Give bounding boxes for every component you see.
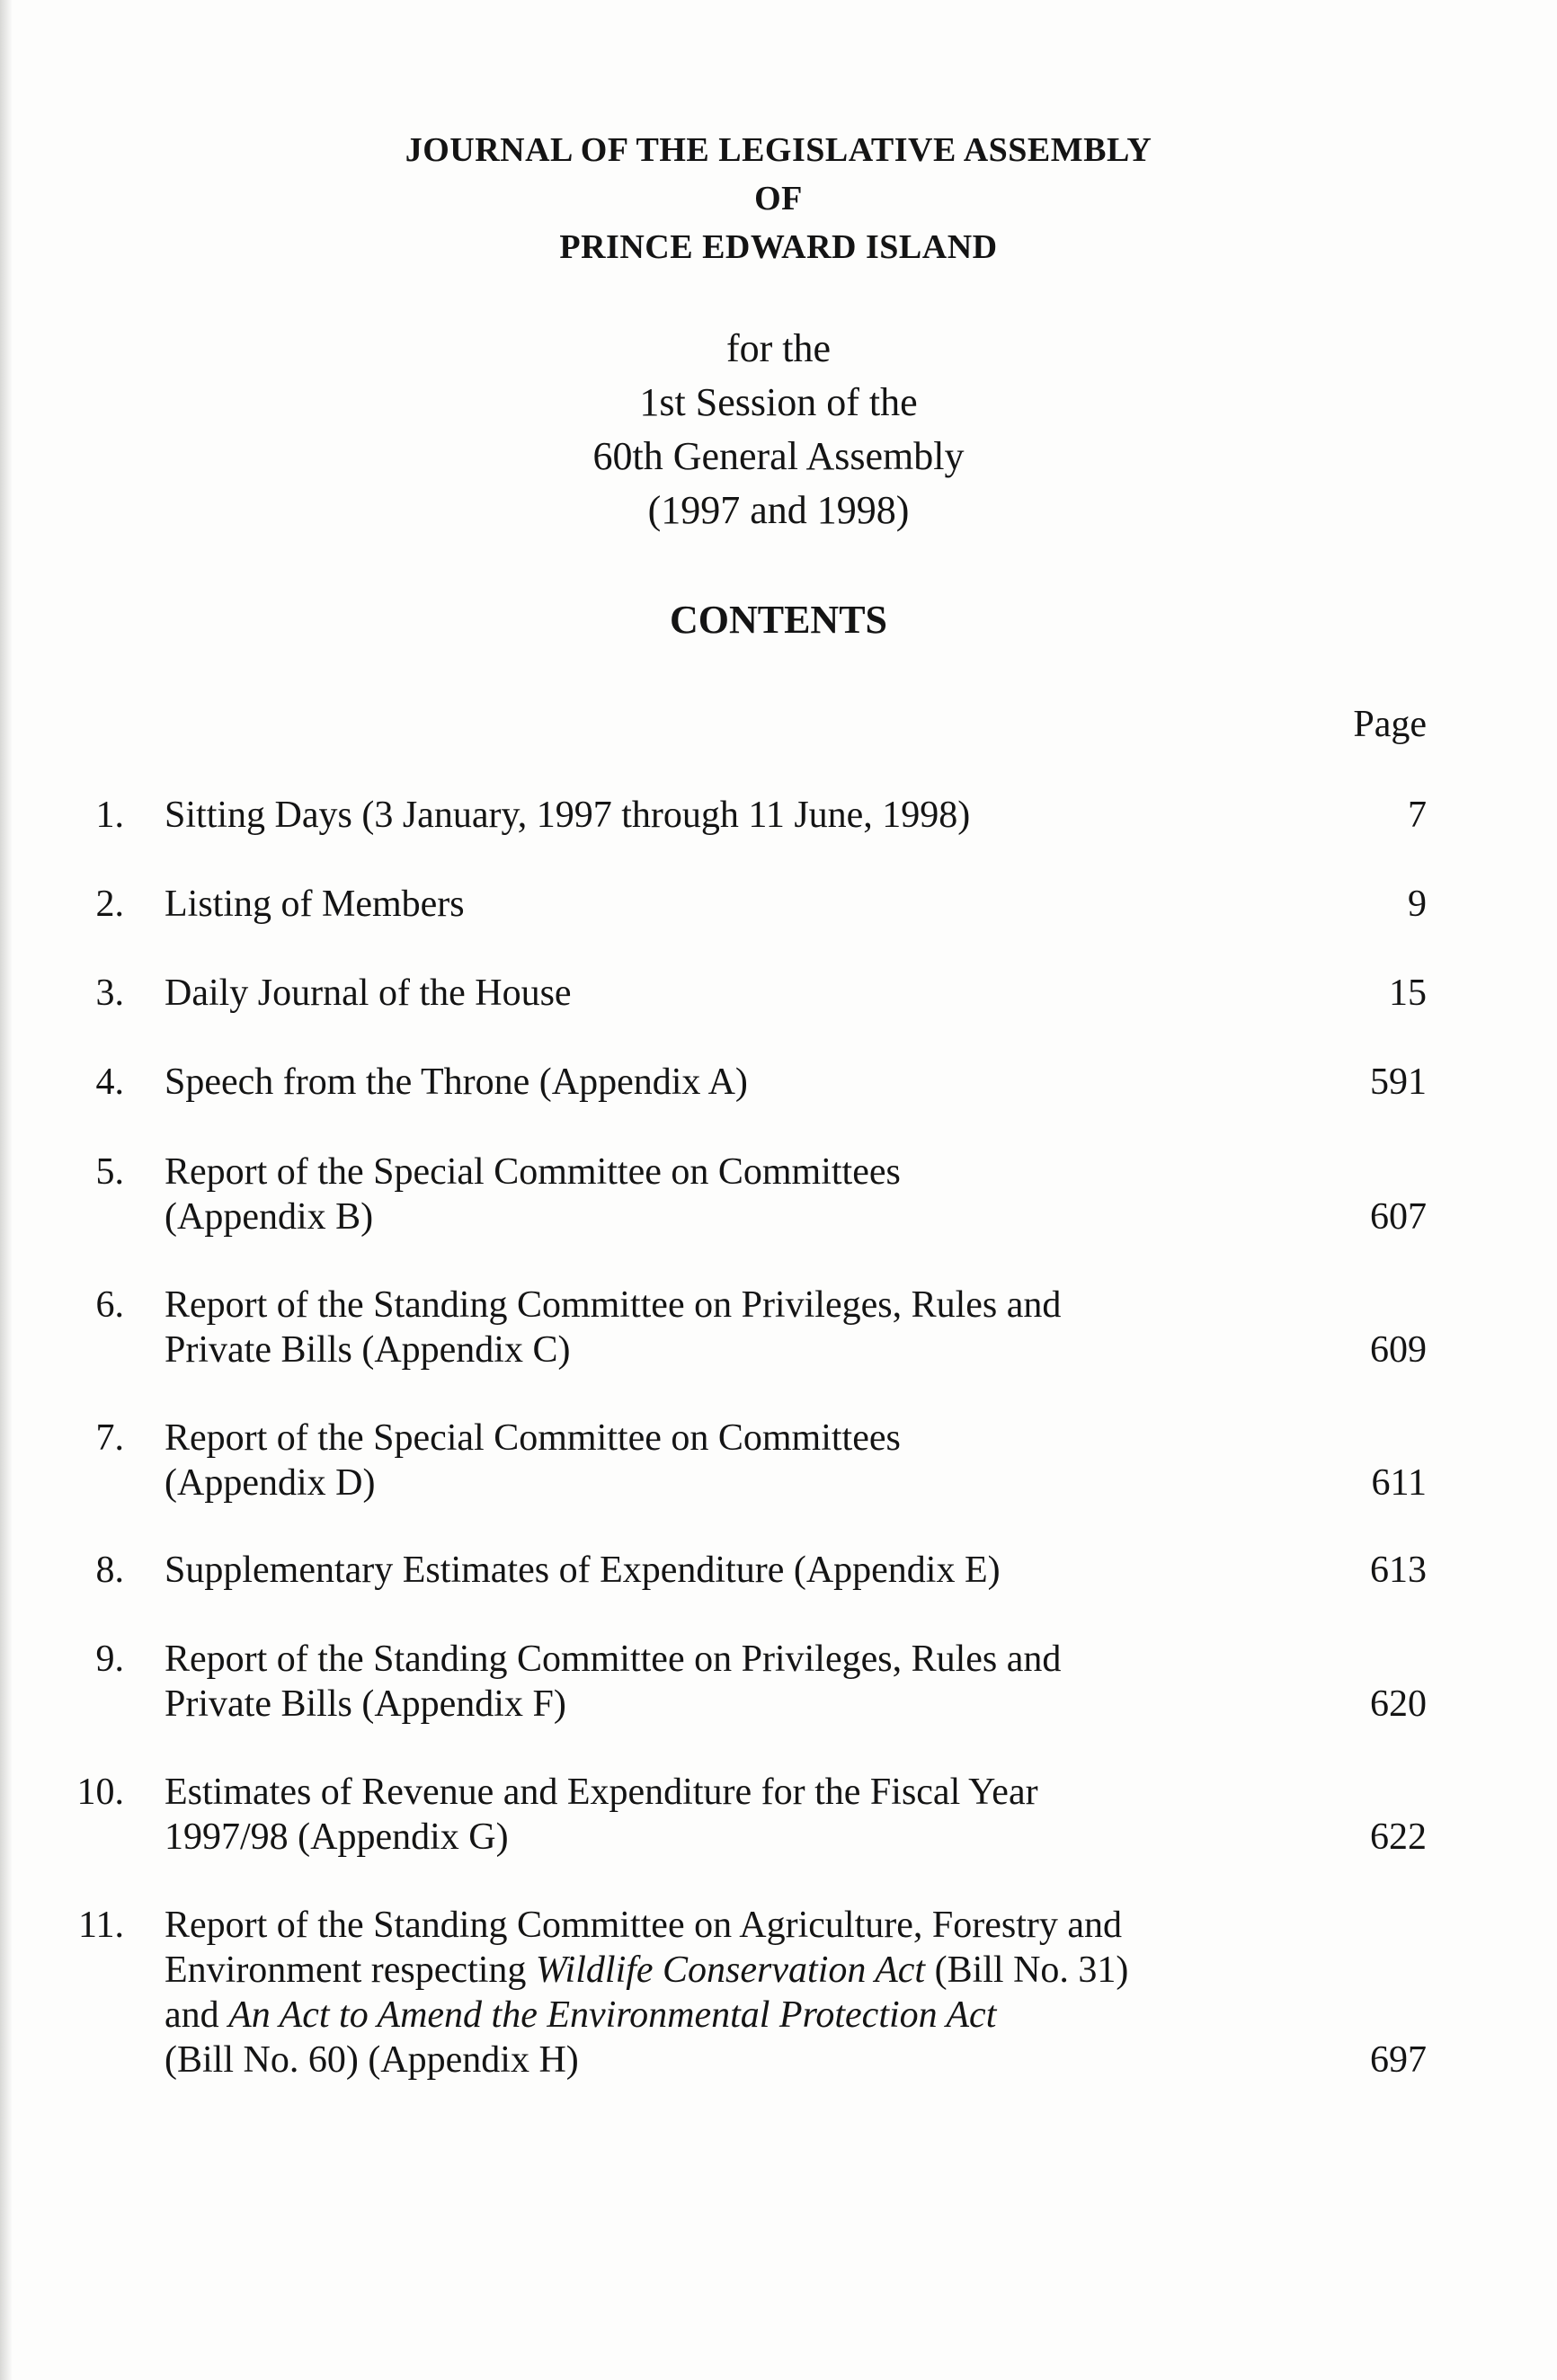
toc-title-line [165,1993,1270,2038]
toc-number: 1. [95,795,124,836]
toc-number: 2. [95,884,124,925]
toc-title [165,882,1270,927]
toc-number: 7. [95,1417,124,1459]
subtitle-line-2: 1st Session of the [639,380,918,424]
toc-title-text: and [165,1994,229,2036]
toc-title [165,1060,1270,1105]
toc-title [165,1548,1270,1593]
toc-number: 11. [78,1905,124,1946]
toc-page-number: 15 [1389,972,1427,1014]
toc-title [165,1903,1270,2082]
contents-heading: CONTENTS [669,598,888,642]
toc-title-line: Report of the Standing Committee on Privileges, Rules and [165,1638,1062,1680]
toc-title-line: Report of the Special Committee on Committees [165,1417,901,1459]
act-title-italic: Wildlife Conservation Act [535,1949,926,1991]
toc-title-line: Supplementary Estimates of Expenditure (Appendix E) [165,1550,1001,1591]
toc-title-line: (Appendix B) [165,1196,374,1238]
toc-number: 3. [95,972,124,1014]
toc-page-number: 9 [1408,884,1427,925]
toc-title-line: Private Bills (Appendix F) [165,1683,566,1725]
toc-title-line [165,1948,1270,1993]
toc-number: 5. [95,1151,124,1193]
toc-title-line: Estimates of Revenue and Expenditure for the Fiscal Year [165,1772,1038,1813]
toc-title-line: Speech from the Throne (Appendix A) [165,1061,748,1103]
toc-page-number: 613 [1370,1550,1427,1591]
toc-title-line: Report of the Standing Committee on Privileges, Rules and [165,1284,1062,1326]
toc-page-number: 620 [1370,1683,1427,1725]
toc-page-number: 7 [1408,795,1427,836]
subtitle-line-4: (1997 and 1998) [647,488,910,532]
toc-title [165,1150,1270,1239]
header-line-1: JOURNAL OF THE LEGISLATIVE ASSEMBLY [405,131,1152,169]
toc-page-number: 697 [1370,2039,1427,2081]
toc-page-number: 591 [1370,1061,1427,1103]
header-line-3: PRINCE EDWARD ISLAND [559,228,998,266]
toc-title-text: Environment respecting [165,1949,536,1991]
header-line-2: OF [754,180,803,218]
toc-title [165,1416,1270,1505]
toc-title-text: (Bill No. 31) [925,1949,1129,1991]
toc-title [165,1283,1270,1372]
toc-title-line: Report of the Special Committee on Committees [165,1151,901,1193]
toc-page-number: 609 [1370,1329,1427,1371]
document-header [0,126,1557,271]
toc-number: 9. [95,1638,124,1680]
toc-number: 4. [95,1061,124,1103]
toc-page-number: 622 [1370,1816,1427,1858]
toc-title-line: (Appendix D) [165,1462,376,1504]
toc-title [165,793,1270,838]
toc-title-line: 1997/98 (Appendix G) [165,1816,509,1858]
toc-title [165,971,1270,1016]
act-title-italic: An Act to Amend the Environmental Protection Act [228,1994,997,2036]
toc-title-line: Private Bills (Appendix C) [165,1329,571,1371]
toc-page-number: 611 [1371,1462,1427,1504]
toc-number: 8. [95,1550,124,1591]
toc-title-line: Listing of Members [165,884,465,925]
toc-title-line: (Bill No. 60) (Appendix H) [165,2039,579,2081]
page-column-label: Page [1353,704,1427,745]
toc-title [165,1637,1270,1727]
toc-number: 6. [95,1284,124,1326]
toc-title-line: Sitting Days (3 January, 1997 through 11 June, 1998) [165,795,971,836]
toc-title [165,1770,1270,1860]
subtitle-line-3: 60th General Assembly [592,434,965,478]
toc-title-line: Daily Journal of the House [165,972,572,1014]
toc-title-line: Report of the Standing Committee on Agriculture, Forestry and [165,1905,1122,1946]
subtitle-line-1: for the [725,326,832,370]
toc-page-number: 607 [1370,1196,1427,1238]
session-subtitle [0,322,1557,537]
toc-number: 10. [76,1772,124,1813]
